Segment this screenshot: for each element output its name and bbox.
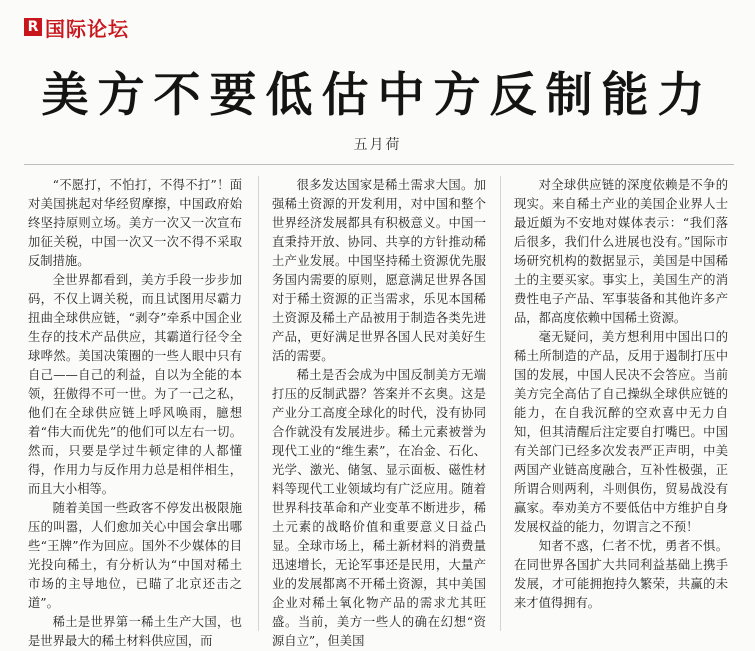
paragraph: 全世界都看到，美方手段一步步加码，不仅上调关税，而且试图用尽霸力扭曲全球供应链，“剥夺”牵系中国企业生存的技术产品供应，其霸道行径令全球哗然。美国决策圈的一些人眼中只有自己——自己的利益，自以为全能的本领，狂傲得不可一世。为了一己之私，他们在全球供应链上呼风唤雨，臆想着“伟大而优先”的他们可以左右一切。然而，只要是学过牛顿定律的人都懂得，作用力与反作用力总是相伴相生，而且大小相等。 xyxy=(28,273,242,496)
column-rule xyxy=(500,176,501,631)
article-column-2 xyxy=(272,176,486,648)
column-rule xyxy=(258,176,259,631)
paragraph: 随着美国一些政客不停发出极限施压的叫嚣，人们愈加关心中国会拿出哪些“王牌”作为回应。国外不少媒体的目光投向稀土，有分析认为“中国对稀土市场的主导地位，已瞄了北京还击之道”。 xyxy=(28,501,242,610)
paragraph: 稀土是否会成为中国反制美方无端打压的反制武器？答案并不玄奥。这是产业分工高度全球化的时代，没有协同合作就没有发展进步。稀土元素被誉为现代工业的“维生素”，在冶金、石化、光学、激光、储氢、显示面板、磁性材料等现代工业领域均有广泛应用。随着世界科技革命和产业变革不断进步，稀土元素的战略价值和重要意义日益凸显。全球市场上，稀土新材料的消费量迅速增长，无论军事还是民用，大量产业的发展都离不开稀土资源，其中美国企业对稀土氧化物产品的需求尤其旺盛。当前，美方一些人的确在幻想“资源自立”，但美国 xyxy=(272,368,486,648)
r-logo-badge: R xyxy=(24,18,42,36)
paragraph: 很多发达国家是稀土需求大国。加强稀土资源的开发利用，对中国和整个世界经济发展都具有积极意义。中国一直秉持开放、协同、共享的方针推动稀土产业发展。中国坚持稀土资源优先服务国内需要的原则，愿意满足世界各国对于稀土资源的正当需求，乐见本国稀土资源及稀土产品被用于制造各类先进产品，更好满足世界各国人民对美好生活的需要。 xyxy=(272,178,486,363)
paragraph: 对全球供应链的深度依赖是不争的现实。来自稀土产业的美国企业界人士最近頗为不安地对媒体表示：“我们落后很多，我们什么进展也没有。”国际市场研究机构的数据显示，美国是中国稀土的主要买家。事实上，美国生产的消费性电子产品、军事装备和其他许多产品，都高度依赖中国稀土资源。 xyxy=(514,178,728,325)
article-column-1 xyxy=(28,176,242,648)
paragraph: 知者不惑，仁者不忧，勇者不惧。在同世界各国扩大共同利益基础上携手发展，才可能拥抱持久繁荣，共赢的未来才值得拥有。 xyxy=(514,539,728,610)
article-column-3 xyxy=(514,176,728,631)
headline: 美方不要低估中方反制能力 xyxy=(41,68,714,123)
byline: 五月荷 xyxy=(353,137,402,153)
header-divider xyxy=(24,164,734,165)
section-header xyxy=(24,12,129,42)
paragraph: 稀土是世界第一稀土生产大国，也是世界最大的稀土材料供应国，而 xyxy=(28,615,242,648)
section-name: 国际论坛 xyxy=(45,16,129,41)
paragraph: “不愿打，不怕打，不得不打”！面对美国挑起对华经贸摩擦，中国政府始终坚持原则立场。美方一次又一次宣布加征关税，中国一次又一次不得不采取反制措施。 xyxy=(28,178,242,268)
paragraph: 毫无疑问，美方想利用中国出口的稀土所制造的产品，反用于遏制打压中国的发展，中国人民决不会答应。当前美方完全高估了自己操纵全球供应链的能力，在自我沉醉的空欢喜中无力自知，但其清醒后注定要自打嘴巴。中国有关部门已经多次发表严正声明，中美两国产业链高度融合，互补性极强，正所谓合则两利，斗则俱伤，贸易战没有赢家。奉劝美方不要低估中方维护自身发展权益的能力，勿谓言之不预！ xyxy=(514,330,728,534)
